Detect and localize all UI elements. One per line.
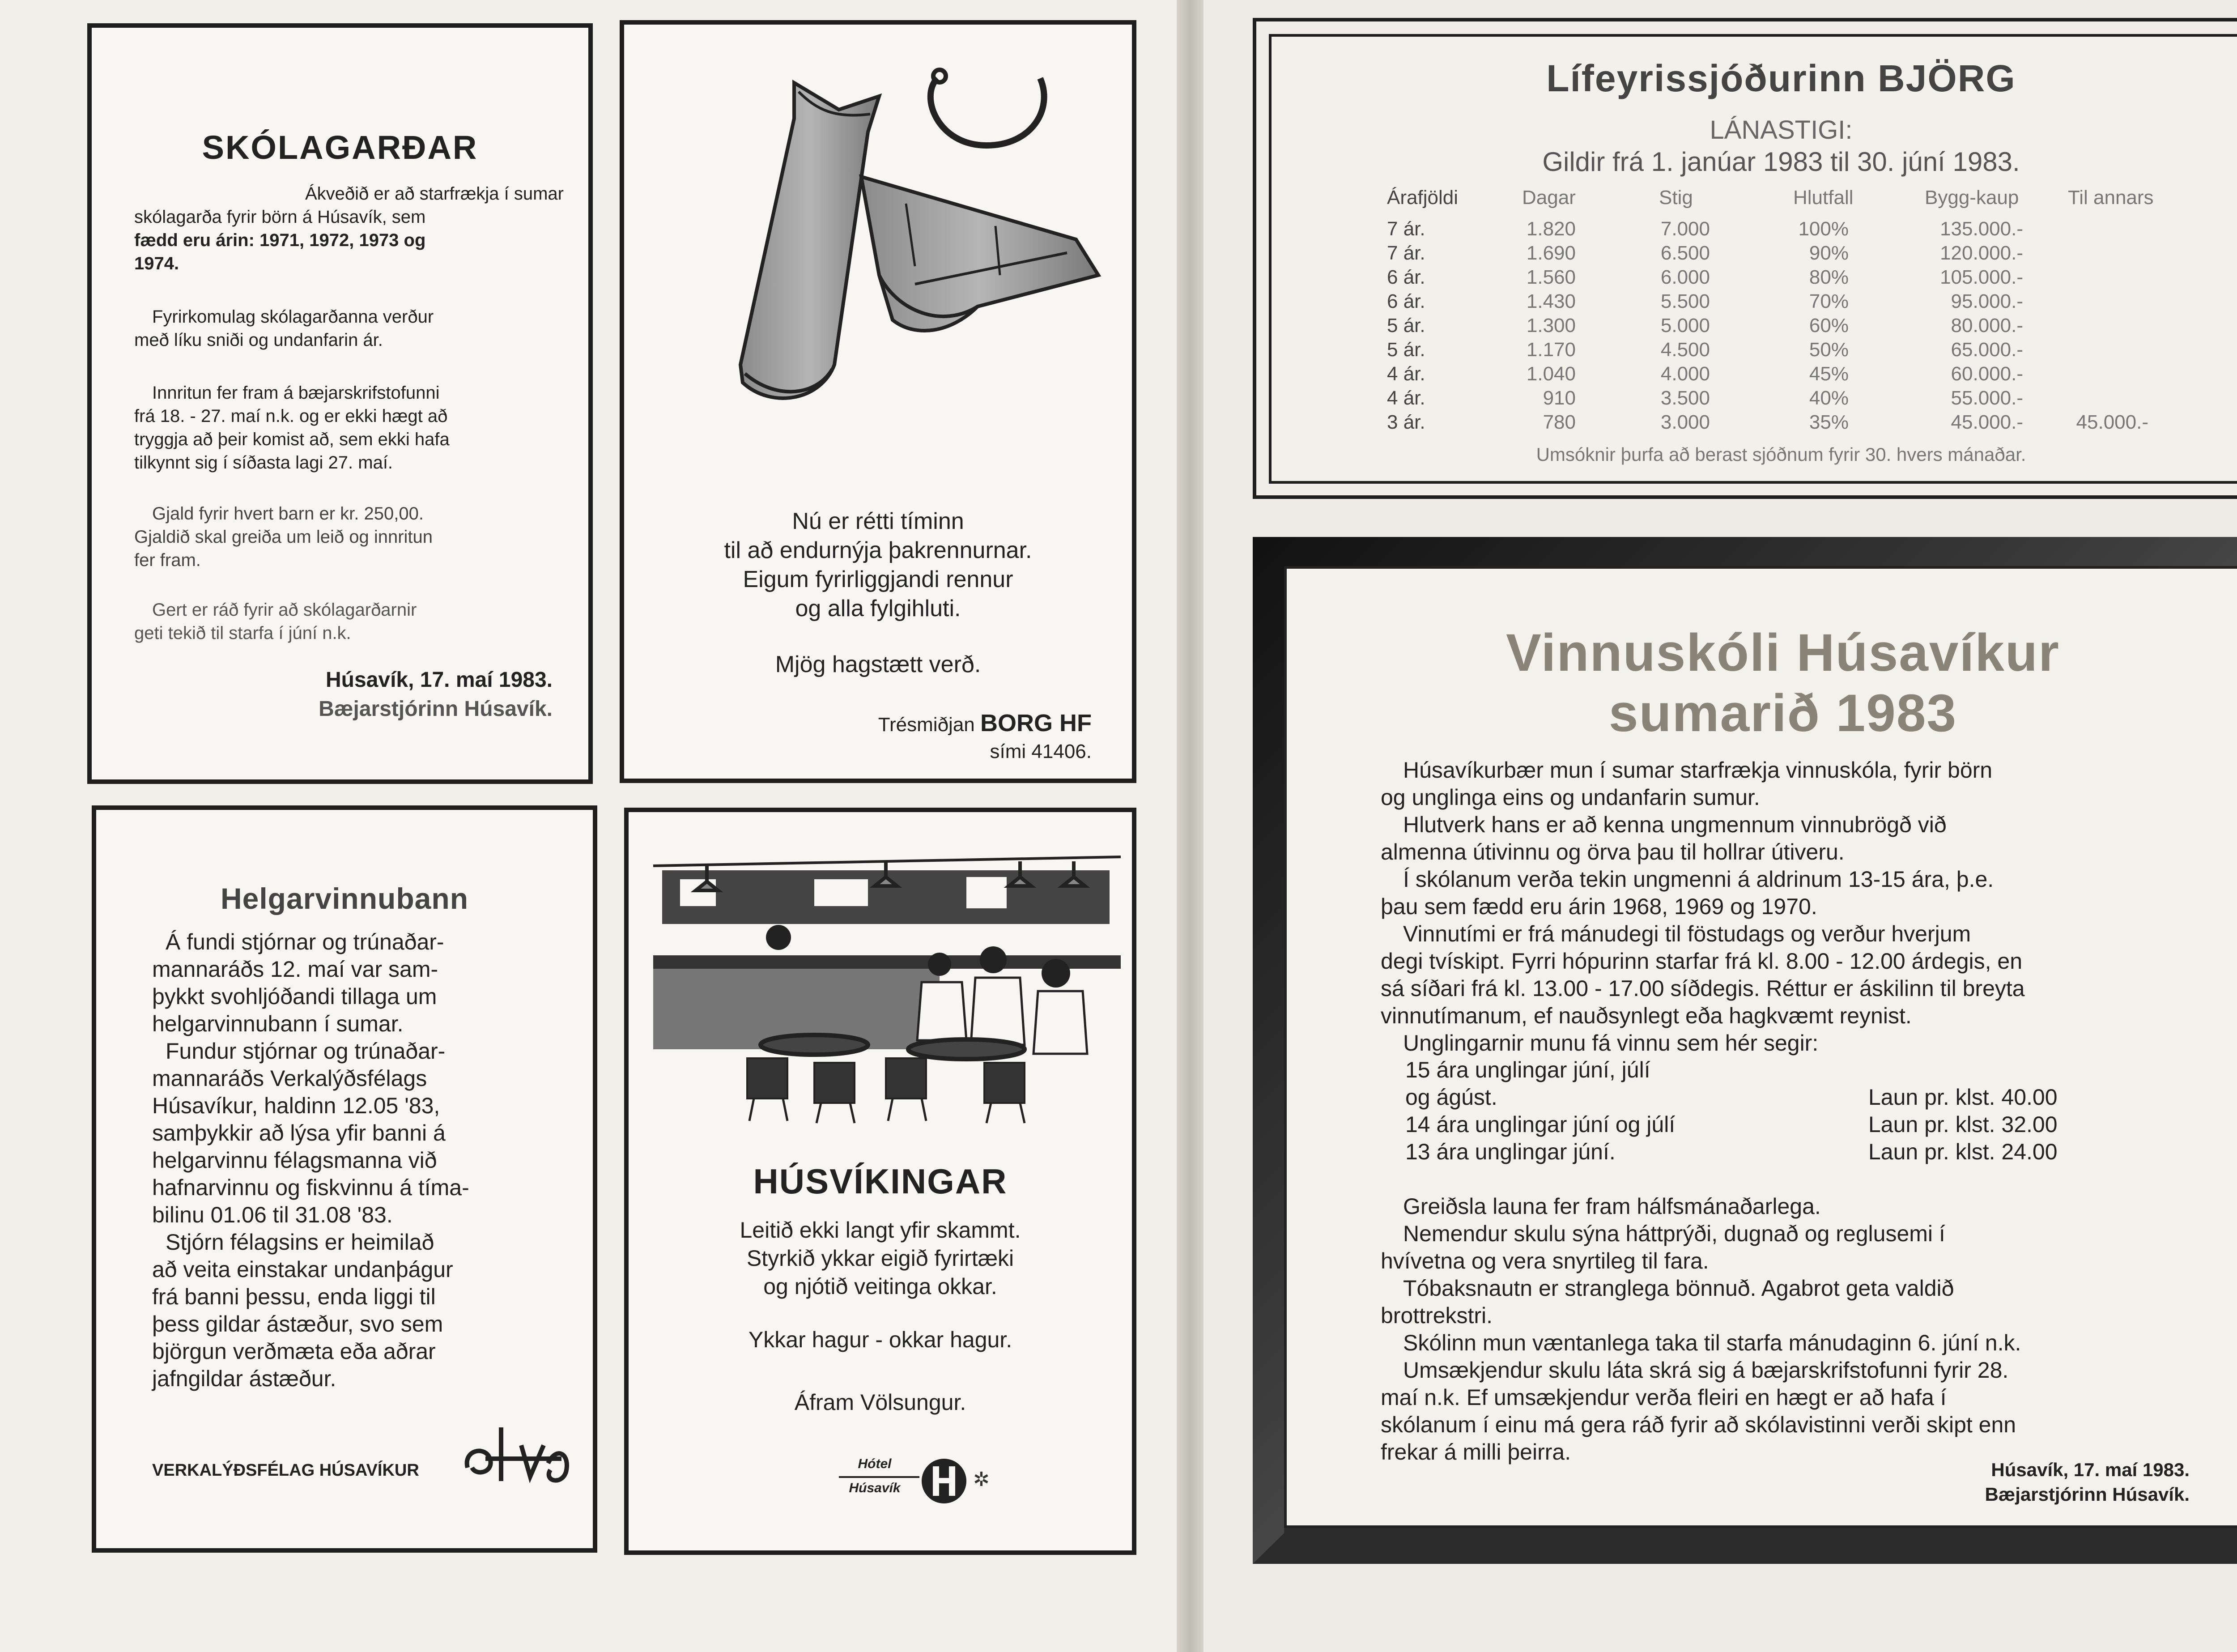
cell-bygg-kaup: 135.000.- [1940, 218, 2023, 240]
borg-company-name: BORG HF [980, 710, 1092, 737]
col-header-bygg-kaup: Bygg-kaup [1925, 187, 2019, 209]
line: Ákveðið er að starfrækja í sumar [305, 184, 564, 204]
page-gutter [1177, 0, 1204, 1652]
cell-arafjoldi: 4 ár. [1387, 363, 1425, 385]
cell-bygg-kaup: 65.000.- [1951, 339, 2023, 361]
line: fer fram. [134, 550, 201, 570]
gutter-hook-icon [931, 78, 1044, 145]
cell-bygg-kaup: 55.000.- [1951, 387, 2023, 409]
line: Laun pr. klst. 32.00 [1868, 1112, 2058, 1137]
col-header-dagar: Dagar [1522, 187, 1576, 209]
skolagardar-para-2 [134, 305, 564, 352]
borg-line-1: Nú er rétti tíminn [792, 508, 964, 534]
hotel-logo-star-icon: ✲ [973, 1469, 990, 1490]
cell-dagar: 1.690 [1526, 242, 1576, 264]
helgar-body [152, 928, 564, 1392]
helgarvinnubann-ad [92, 805, 597, 1553]
line: Á fundi stjórnar og trúnaðar- [166, 929, 444, 954]
cell-stig: 5.500 [1660, 290, 1710, 312]
line: fædd eru árin: 1971, 1972, 1973 og [134, 230, 426, 250]
line: þykkt svohljóðandi tillaga um [152, 984, 437, 1009]
hotel-logo-text-1: Hótel [858, 1456, 892, 1471]
borg-line-3: Eigum fyrirliggjandi rennur [743, 566, 1013, 592]
cell-arafjoldi: 4 ár. [1387, 387, 1425, 409]
cell-stig: 4.500 [1660, 339, 1710, 361]
vinnuskoli-body-a [1381, 757, 2231, 1057]
skolagardar-sign-place: Húsavík, 17. maí 1983. [326, 668, 553, 692]
col-header-hlutfall: Hlutfall [1793, 187, 1854, 209]
line: hafnarvinnu og fiskvinnu á tíma- [152, 1175, 469, 1200]
borg-line-4: og alla fylgihluti. [795, 596, 961, 622]
table-row [1272, 387, 2237, 411]
line: Laun pr. klst. 40.00 [1868, 1085, 2058, 1110]
cell-stig: 6.000 [1660, 266, 1710, 288]
col-header-til-annars: Til annars [2068, 187, 2154, 209]
vinnuskoli-body-b [1381, 1193, 2231, 1466]
table-row [1272, 290, 2237, 315]
line: Hlutverk hans er að kenna ungmennum vinnubrögð við [1403, 812, 1947, 837]
cell-hlutfall: 60% [1809, 315, 1849, 336]
line: mannaráðs 12. maí var sam- [152, 957, 438, 982]
bjorg-title: Lífeyrissjóðurinn BJÖRG [1546, 57, 2016, 99]
husvikingar-ad [624, 808, 1136, 1555]
line: Stjórn félagsins er heimilað [166, 1230, 434, 1255]
line: sá síðari frá kl. 13.00 - 17.00 síðdegis. Réttur er áskilinn til breyta [1381, 976, 2025, 1001]
cell-stig: 3.500 [1660, 387, 1710, 409]
vinnuskoli-ad [1284, 566, 2237, 1528]
line: mannaráðs Verkalýðsfélags [152, 1066, 427, 1091]
cell-til-annars: 45.000.- [2076, 411, 2148, 433]
line: Gjald fyrir hvert barn er kr. 250,00. [152, 504, 424, 524]
line: Greiðsla launa fer fram hálfsmánaðarlega. [1403, 1194, 1821, 1219]
line: geti tekið til starfa í júní n.k. [134, 623, 351, 643]
cell-bygg-kaup: 105.000.- [1940, 266, 2023, 288]
hotel-logo-divider [839, 1476, 919, 1478]
table-row [1272, 411, 2237, 435]
cell-dagar: 1.560 [1526, 266, 1576, 288]
line: maí n.k. Ef umsækjendur verða fleiri en hægt er að hafa í [1381, 1385, 1947, 1410]
line: frá 18. - 27. maí n.k. og er ekki hægt að [134, 406, 448, 426]
line: bilinu 01.06 til 31.08 '83. [152, 1202, 393, 1227]
line: Fyrirkomulag skólagarðanna verður [152, 307, 434, 327]
table-row [1272, 315, 2237, 339]
vinnuskoli-title-1: Vinnuskóli Húsavíkur [1506, 623, 2060, 682]
borg-ad [620, 20, 1136, 783]
borg-line-2: til að endurnýja þakrennurnar. [724, 537, 1032, 563]
line: helgarvinnu félagsmanna við [152, 1148, 437, 1173]
gutter-illustration [629, 43, 1130, 535]
cell-hlutfall: 90% [1809, 242, 1849, 264]
cell-arafjoldi: 7 ár. [1387, 242, 1425, 264]
bjorg-validity: Gildir frá 1. janúar 1983 til 30. júní 1983. [1542, 147, 2020, 177]
cell-stig: 5.000 [1660, 315, 1710, 336]
helgar-org: VERKALÝÐSFÉLAG HÚSAVÍKUR [152, 1461, 419, 1480]
cell-bygg-kaup: 95.000.- [1951, 290, 2023, 312]
restaurant-illustration [653, 848, 1121, 1125]
cell-dagar: 780 [1543, 411, 1576, 433]
col-header-arafjoldi: Árafjöldi [1387, 187, 1458, 209]
vinnuskoli-pay-labels [1405, 1056, 1675, 1166]
table-row [1272, 363, 2237, 387]
line: og ágúst. [1405, 1085, 1497, 1110]
line: jafngildar ástæður. [152, 1366, 336, 1391]
line: Nemendur skulu sýna háttprýði, dugnað og reglusemi í [1403, 1221, 1945, 1246]
line: 14 ára unglingar júní og júlí [1405, 1112, 1676, 1137]
line: Í skólanum verða tekin ungmenni á aldrinum 13-15 ára, þ.e. [1403, 867, 1994, 892]
loan-table-rows [1272, 218, 2237, 435]
line: Fundur stjórnar og trúnaðar- [166, 1039, 446, 1064]
cell-stig: 7.000 [1660, 218, 1710, 240]
hotel-h-logo-icon [919, 1456, 969, 1506]
cell-arafjoldi: 6 ár. [1387, 266, 1425, 288]
helgar-title: Helgarvinnubann [220, 882, 469, 915]
line: frá banni þessu, enda liggi til [152, 1284, 436, 1309]
table-row [1272, 242, 2237, 266]
line: með líku sniði og undanfarin ár. [134, 330, 383, 350]
line: Skólinn mun væntanlega taka til starfa mánudaginn 6. júní n.k. [1403, 1330, 2021, 1355]
borg-company [878, 709, 1092, 737]
cell-dagar: 1.430 [1526, 290, 1576, 312]
cell-dagar: 910 [1543, 387, 1576, 409]
chef-figure [766, 925, 791, 950]
line: björgun verðmæta eða aðrar [152, 1339, 436, 1364]
hotel-logo-text-2: Húsavík [849, 1481, 901, 1495]
cell-arafjoldi: 5 ár. [1387, 339, 1425, 361]
cell-hlutfall: 50% [1809, 339, 1849, 361]
line: almenna útivinnu og örva þau til hollrar útiveru. [1381, 839, 1845, 864]
hotel-logo [839, 1456, 1045, 1506]
line [1868, 1056, 2058, 1084]
cell-stig: 6.500 [1660, 242, 1710, 264]
bjorg-ad-outer [1253, 18, 2237, 499]
table-row [1272, 266, 2237, 290]
skolagardar-ad [87, 23, 593, 784]
line: að veita einstakar undanþágur [152, 1257, 453, 1282]
gutter-hook-end [933, 70, 946, 82]
vinnuskoli-sign-place: Húsavík, 17. maí 1983. [1991, 1459, 2190, 1480]
line: 15 ára unglingar júní, júlí [1405, 1057, 1650, 1082]
cell-arafjoldi: 3 ár. [1387, 411, 1425, 433]
borg-phone: sími 41406. [990, 741, 1092, 762]
col-header-stig: Stig [1659, 187, 1693, 209]
bjorg-footer: Umsóknir þurfa að berast sjóðnum fyrir 30. hvers mánaðar. [1536, 444, 2026, 465]
cell-hlutfall: 100% [1798, 218, 1849, 240]
line: hvívetna og vera snyrtileg til fara. [1381, 1248, 1709, 1273]
vinnuskoli-pay-rates [1868, 1056, 2058, 1166]
line: frekar á milli þeirra. [1381, 1439, 1571, 1465]
skolagardar-title: SKÓLAGARÐAR [202, 129, 478, 166]
cell-bygg-kaup: 60.000.- [1951, 363, 2023, 385]
bjorg-subtitle: LÁNASTIGI: [1710, 115, 1853, 145]
line: þess gildar ástæður, svo sem [152, 1311, 443, 1337]
cell-stig: 4.000 [1660, 363, 1710, 385]
cell-hlutfall: 40% [1809, 387, 1849, 409]
line: Húsavíkur, haldinn 12.05 '83, [152, 1093, 440, 1118]
skolagardar-para-1 [134, 182, 564, 275]
cell-stig: 3.000 [1660, 411, 1710, 433]
line: vinnutímanum, ef nauðsynlegt eða hagkvæmt reynist. [1381, 1003, 1912, 1028]
line: Húsavíkurbær mun í sumar starfrækja vinnuskóla, fyrir börn [1403, 758, 1993, 783]
line: Laun pr. klst. 24.00 [1868, 1139, 2058, 1164]
line: tryggja að þeir komist að, sem ekki hafa [134, 430, 450, 449]
cell-hlutfall: 45% [1809, 363, 1849, 385]
table-row [1272, 218, 2237, 242]
line: þau sem fædd eru árin 1968, 1969 og 1970. [1381, 894, 1817, 919]
line: Gert er ráð fyrir að skólagarðarnir [152, 600, 417, 620]
husvikingar-line-3: og njótið veitinga okkar. [763, 1274, 997, 1299]
cell-bygg-kaup: 80.000.- [1951, 315, 2023, 336]
union-logo-icon [459, 1418, 575, 1490]
cell-arafjoldi: 7 ár. [1387, 218, 1425, 240]
borg-line-5: Mjög hagstætt verð. [775, 651, 981, 677]
line: Tóbaksnautn er stranglega bönnuð. Agabrot geta valdið [1403, 1276, 1954, 1301]
line: skólanum í einu má gera ráð fyrir að skólavistinni verði skipt enn [1381, 1412, 2016, 1437]
line: 13 ára unglingar júní. [1405, 1139, 1616, 1164]
line: Umsækjendur skulu láta skrá sig á bæjarskrifstofunni fyrir 28. [1403, 1358, 2009, 1383]
cell-hlutfall: 35% [1809, 411, 1849, 433]
line: tilkynnt sig í síðasta lagi 27. maí. [134, 453, 393, 473]
line: degi tvískipt. Fyrri hópurinn starfar frá kl. 8.00 - 12.00 árdegis, en [1381, 949, 2023, 974]
line: 1974. [134, 254, 179, 273]
husvikingar-line-2: Styrkið ykkar eigið fyrirtæki [746, 1246, 1014, 1271]
vinnuskoli-sign-authority: Bæjarstjórinn Húsavík. [1985, 1484, 2190, 1505]
cell-arafjoldi: 6 ár. [1387, 290, 1425, 312]
skolagardar-para-5 [134, 598, 564, 645]
skolagardar-para-4 [134, 502, 564, 572]
line: Gjaldið skal greiða um leið og innritun [134, 527, 433, 547]
cell-hlutfall: 80% [1809, 266, 1849, 288]
bjorg-ad-inner [1269, 34, 2237, 484]
table-row [1272, 339, 2237, 363]
cell-arafjoldi: 5 ár. [1387, 315, 1425, 336]
husvikingar-line-5: Áfram Völsungur. [794, 1390, 966, 1415]
husvikingar-title: HÚSVÍKINGAR [753, 1162, 1008, 1201]
line: skólagarða fyrir börn á Húsavík, sem [134, 207, 426, 227]
line: Innritun fer fram á bæjarskrifstofunni [152, 383, 440, 403]
husvikingar-line-4: Ykkar hagur - okkar hagur. [748, 1327, 1012, 1352]
cell-dagar: 1.040 [1526, 363, 1576, 385]
cell-bygg-kaup: 120.000.- [1940, 242, 2023, 264]
line: Vinnutími er frá mánudegi til föstudags og verður hverjum [1403, 921, 1971, 946]
cell-dagar: 1.820 [1526, 218, 1576, 240]
borg-company-prefix: Trésmiðjan [878, 714, 975, 736]
cell-dagar: 1.170 [1526, 339, 1576, 361]
cell-dagar: 1.300 [1526, 315, 1576, 336]
long-gutter [740, 83, 879, 398]
skolagardar-sign-authority: Bæjarstjórinn Húsavík. [319, 697, 553, 721]
line: brottrekstri. [1381, 1303, 1493, 1328]
line: helgarvinnubann í sumar. [152, 1011, 404, 1036]
cell-hlutfall: 70% [1809, 290, 1849, 312]
husvikingar-line-1: Leitið ekki langt yfir skammt. [740, 1218, 1021, 1243]
line: Unglingarnir munu fá vinnu sem hér segir: [1403, 1030, 1819, 1056]
vinnuskoli-title-2: sumarið 1983 [1608, 684, 1957, 743]
line: samþykkir að lýsa yfir banni á [152, 1120, 446, 1145]
line: og unglinga eins og undanfarin sumur. [1381, 785, 1760, 810]
skolagardar-para-3 [134, 381, 564, 474]
cell-bygg-kaup: 45.000.- [1951, 411, 2023, 433]
